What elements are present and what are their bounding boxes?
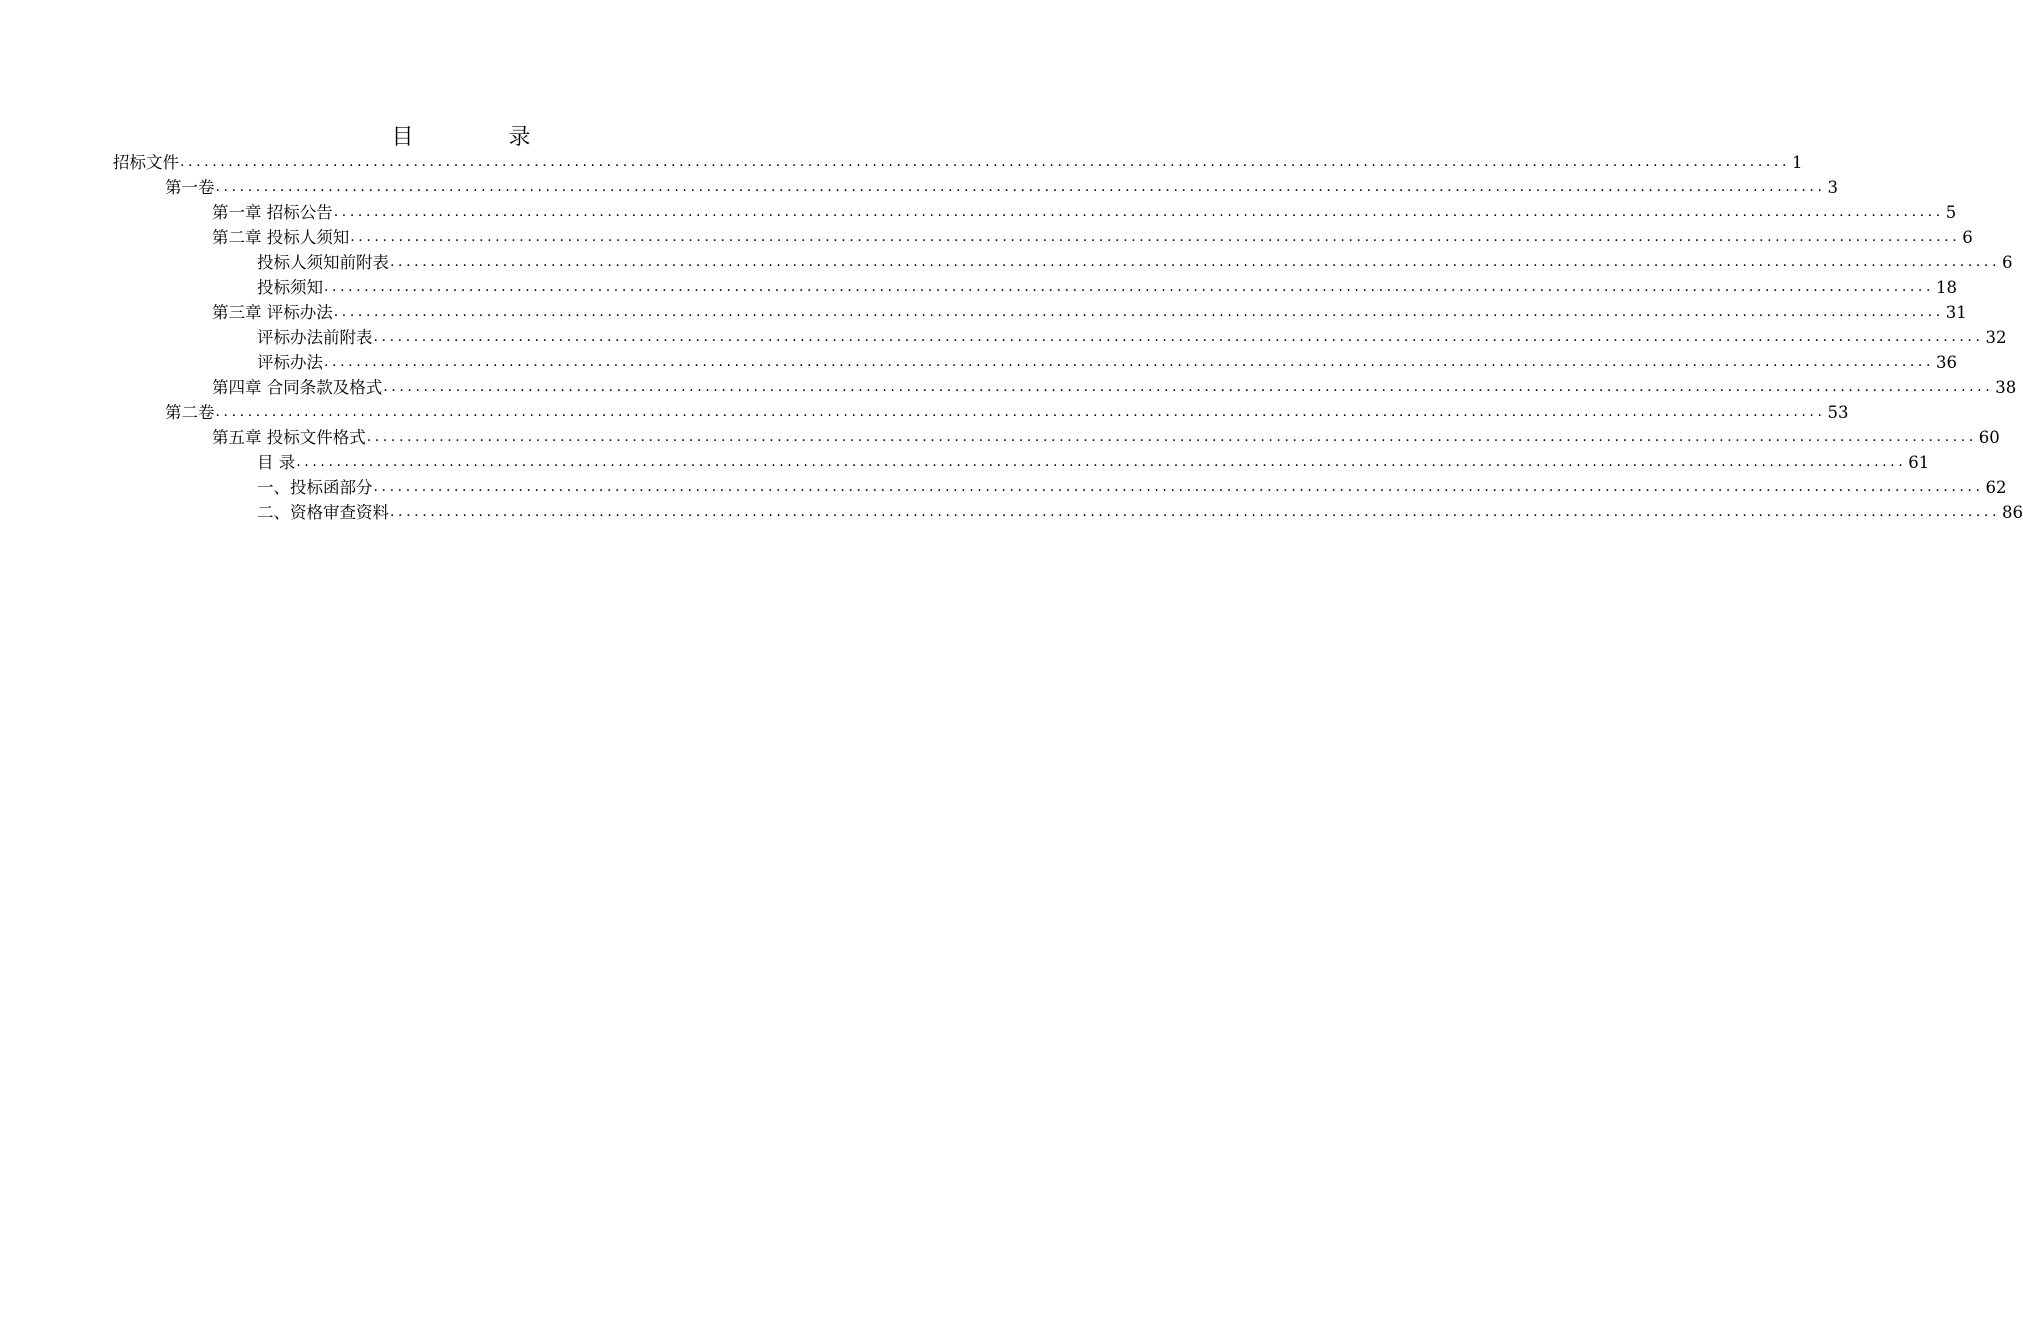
- toc-entry[interactable]: [0, 200, 1957, 225]
- toc-entry-label: 投标人须知前附表: [257, 253, 389, 272]
- toc-title: 目 录: [391, 125, 575, 150]
- toc-entry-page: 62: [1985, 478, 2007, 497]
- toc-entry-label: 一、投标函部分: [257, 478, 373, 497]
- toc-entry-label: 第一章 招标公告: [212, 203, 333, 222]
- toc-leader-dots: ........................................................................................................................................................................................................: [373, 479, 1984, 495]
- toc-entry-page: 31: [1945, 303, 1967, 322]
- toc-entry-page: 6: [2002, 253, 2013, 272]
- toc-leader-dots: ........................................................................................................................................................................................................: [333, 204, 1944, 220]
- toc-leader-dots: ........................................................................................................................................................................................................: [390, 254, 2001, 270]
- toc-leader-dots: ........................................................................................................................................................................................................: [296, 454, 1907, 470]
- toc-leader-dots: ........................................................................................................................................................................................................: [215, 404, 1826, 420]
- toc-entry-page: 32: [1985, 328, 2007, 347]
- toc-leader-dots: ........................................................................................................................................................................................................: [350, 229, 1961, 245]
- toc-entry-label: 第五章 投标文件格式: [212, 428, 366, 447]
- toc-entry-label: 第二章 投标人须知: [212, 228, 350, 247]
- toc-entry-page: 53: [1827, 403, 1849, 422]
- toc-leader-dots: ........................................................................................................................................................................................................: [215, 179, 1826, 195]
- toc-entry[interactable]: [0, 225, 1973, 250]
- toc-entry-label: 第四章 合同条款及格式: [212, 378, 383, 397]
- toc-entry-page: 60: [1978, 428, 2000, 447]
- toc-entry[interactable]: [0, 300, 1967, 325]
- toc-entry-label: 目 录: [257, 453, 296, 472]
- toc-leader-dots: ........................................................................................................................................................................................................: [373, 329, 1984, 345]
- table-of-contents: [0, 150, 2023, 525]
- toc-entry-page: 61: [1908, 453, 1930, 472]
- toc-entry-label: 评标办法前附表: [257, 328, 373, 347]
- toc-entry-page: 5: [1945, 203, 1957, 222]
- toc-leader-dots: ........................................................................................................................................................................................................: [390, 504, 2001, 520]
- toc-entry[interactable]: [0, 275, 1958, 300]
- toc-entry-label: 第一卷: [165, 178, 215, 197]
- toc-entry-page: 18: [1936, 278, 1958, 297]
- toc-entry[interactable]: [0, 325, 2007, 350]
- toc-leader-dots: ........................................................................................................................................................................................................: [366, 429, 1977, 445]
- toc-entry[interactable]: [0, 350, 1958, 375]
- toc-entry[interactable]: [0, 475, 2007, 500]
- toc-entry[interactable]: [0, 450, 1930, 475]
- toc-entry-label: 第二卷: [165, 403, 215, 422]
- toc-leader-dots: ........................................................................................................................................................................................................: [383, 379, 1994, 395]
- toc-leader-dots: ........................................................................................................................................................................................................: [180, 154, 1791, 170]
- toc-entry-page: 86: [2002, 503, 2023, 522]
- toc-entry-label: 招标文件: [113, 153, 179, 172]
- toc-entry[interactable]: [0, 250, 2013, 275]
- toc-entry-page: 6: [1962, 228, 1973, 247]
- toc-entry[interactable]: [0, 425, 2000, 450]
- toc-entry-page: 1: [1792, 153, 1803, 172]
- toc-entry-page: 36: [1936, 353, 1958, 372]
- toc-leader-dots: ........................................................................................................................................................................................................: [324, 279, 1935, 295]
- toc-leader-dots: ........................................................................................................................................................................................................: [324, 354, 1935, 370]
- toc-entry[interactable]: [0, 175, 1839, 200]
- toc-entry[interactable]: [0, 375, 2017, 400]
- toc-entry-label: 第三章 评标办法: [212, 303, 333, 322]
- toc-entry[interactable]: [0, 500, 2023, 525]
- toc-entry[interactable]: [0, 150, 1803, 175]
- toc-entry-page: 38: [1995, 378, 2017, 397]
- toc-entry-label: 投标须知: [257, 278, 323, 297]
- toc-leader-dots: ........................................................................................................................................................................................................: [333, 304, 1944, 320]
- toc-entry[interactable]: [0, 400, 1849, 425]
- toc-entry-page: 3: [1827, 178, 1839, 197]
- toc-entry-label: 评标办法: [257, 353, 323, 372]
- toc-entry-label: 二、资格审查资料: [257, 503, 389, 522]
